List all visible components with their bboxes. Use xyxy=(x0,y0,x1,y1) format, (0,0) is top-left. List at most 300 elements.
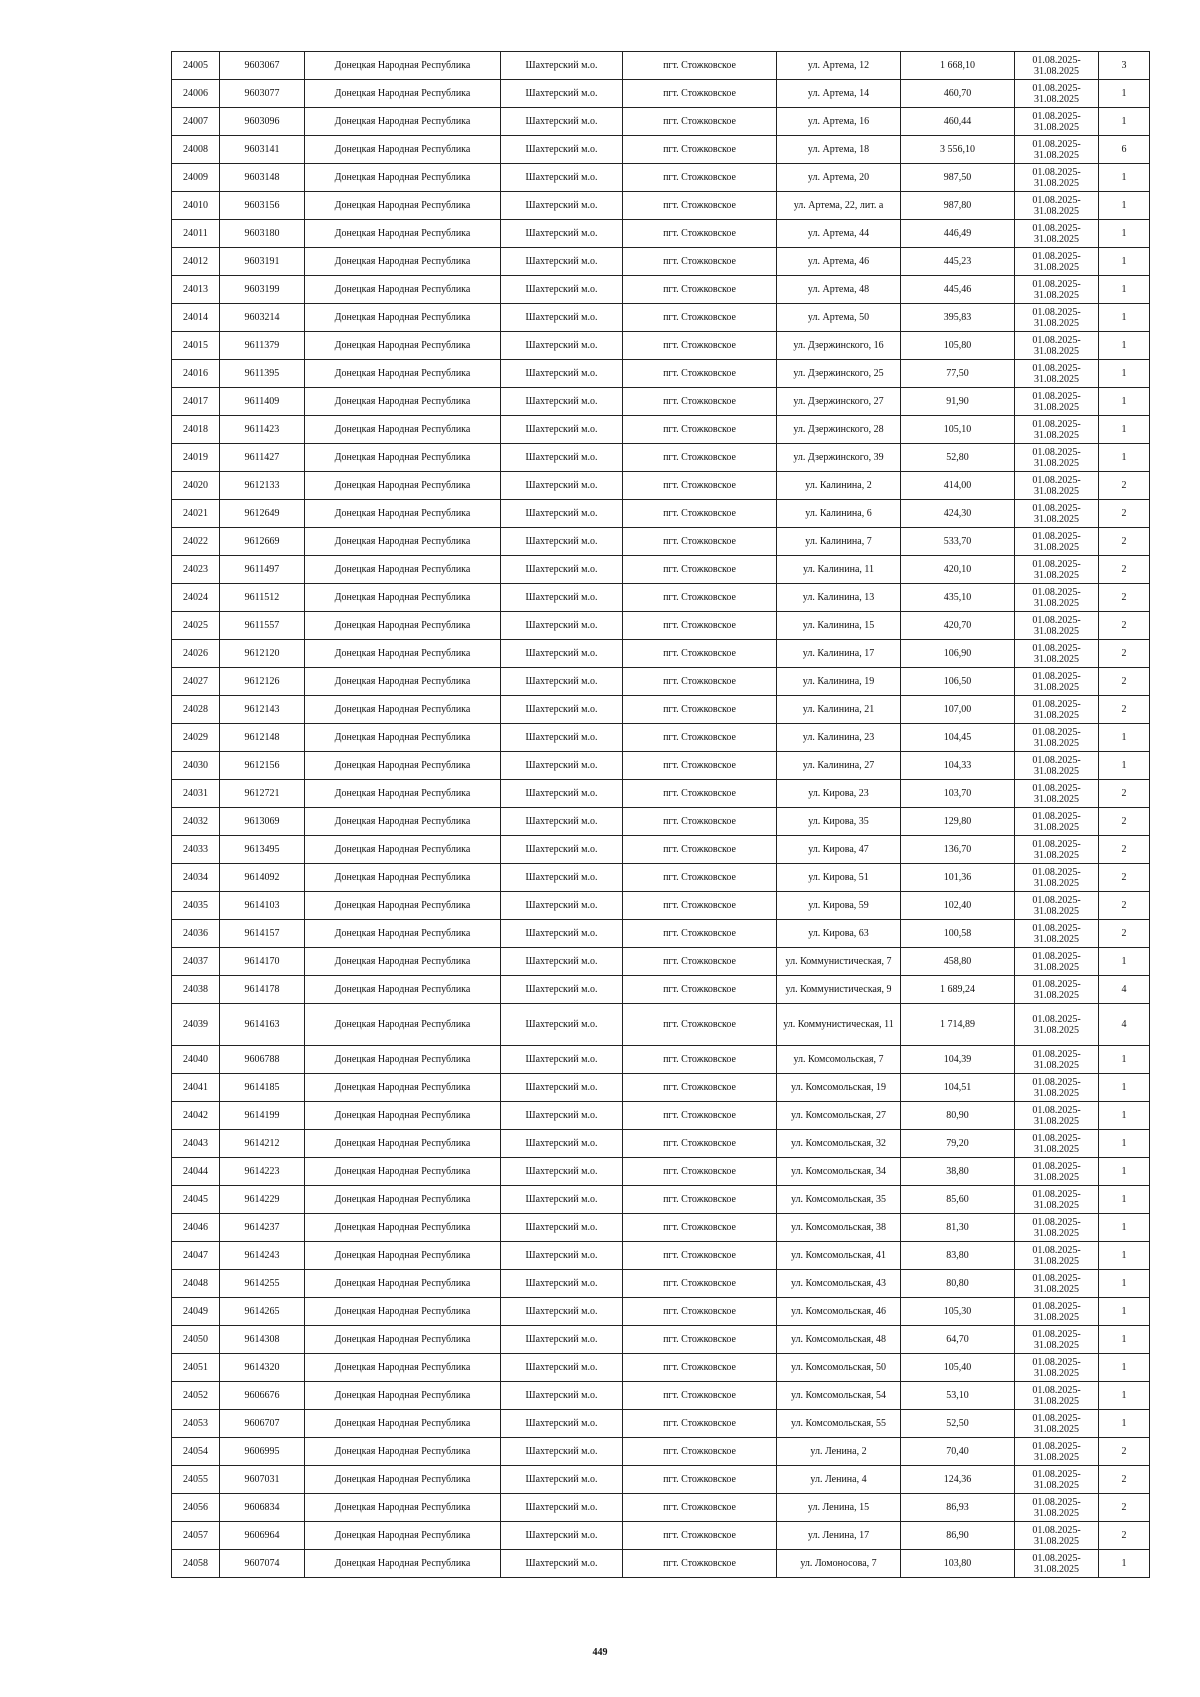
period-cell: 01.08.2025-31.08.2025 xyxy=(1015,1354,1099,1382)
area-cell: 420,70 xyxy=(901,612,1015,640)
quantity-cell: 2 xyxy=(1099,696,1150,724)
settlement-cell: пгт. Стожковское xyxy=(623,892,777,920)
quantity-cell: 1 xyxy=(1099,1298,1150,1326)
period-cell: 01.08.2025-31.08.2025 xyxy=(1015,164,1099,192)
area-cell: 1 668,10 xyxy=(901,52,1015,80)
settlement-cell: пгт. Стожковское xyxy=(623,52,777,80)
district-cell: Шахтерский м.о. xyxy=(501,304,623,332)
period-cell: 01.08.2025-31.08.2025 xyxy=(1015,1130,1099,1158)
region-cell: Донецкая Народная Республика xyxy=(305,360,501,388)
district-cell: Шахтерский м.о. xyxy=(501,864,623,892)
object-code-cell: 9614320 xyxy=(220,1354,305,1382)
settlement-cell: пгт. Стожковское xyxy=(623,1466,777,1494)
address-cell: ул. Дзержинского, 27 xyxy=(777,388,901,416)
row-number-cell: 24033 xyxy=(172,836,220,864)
object-code-cell: 9611512 xyxy=(220,584,305,612)
table-row xyxy=(172,892,1150,920)
district-cell: Шахтерский м.о. xyxy=(501,52,623,80)
address-cell: ул. Комсомольская, 46 xyxy=(777,1298,901,1326)
object-code-cell: 9614212 xyxy=(220,1130,305,1158)
quantity-cell: 1 xyxy=(1099,948,1150,976)
table-row xyxy=(172,1158,1150,1186)
quantity-cell: 2 xyxy=(1099,612,1150,640)
quantity-cell: 6 xyxy=(1099,136,1150,164)
district-cell: Шахтерский м.о. xyxy=(501,1382,623,1410)
settlement-cell: пгт. Стожковское xyxy=(623,1270,777,1298)
row-number-cell: 24032 xyxy=(172,808,220,836)
period-cell: 01.08.2025-31.08.2025 xyxy=(1015,556,1099,584)
region-cell: Донецкая Народная Республика xyxy=(305,248,501,276)
row-number-cell: 24055 xyxy=(172,1466,220,1494)
district-cell: Шахтерский м.о. xyxy=(501,1298,623,1326)
settlement-cell: пгт. Стожковское xyxy=(623,1158,777,1186)
row-number-cell: 24051 xyxy=(172,1354,220,1382)
settlement-cell: пгт. Стожковское xyxy=(623,1522,777,1550)
period-cell: 01.08.2025-31.08.2025 xyxy=(1015,1382,1099,1410)
settlement-cell: пгт. Стожковское xyxy=(623,1074,777,1102)
region-cell: Донецкая Народная Республика xyxy=(305,976,501,1004)
quantity-cell: 1 xyxy=(1099,332,1150,360)
settlement-cell: пгт. Стожковское xyxy=(623,1326,777,1354)
row-number-cell: 24054 xyxy=(172,1438,220,1466)
region-cell: Донецкая Народная Республика xyxy=(305,948,501,976)
quantity-cell: 1 xyxy=(1099,1354,1150,1382)
settlement-cell: пгт. Стожковское xyxy=(623,1046,777,1074)
region-cell: Донецкая Народная Республика xyxy=(305,192,501,220)
quantity-cell: 1 xyxy=(1099,192,1150,220)
settlement-cell: пгт. Стожковское xyxy=(623,360,777,388)
table-row xyxy=(172,444,1150,472)
period-cell: 01.08.2025-31.08.2025 xyxy=(1015,80,1099,108)
region-cell: Донецкая Народная Республика xyxy=(305,612,501,640)
object-code-cell: 9603180 xyxy=(220,220,305,248)
settlement-cell: пгт. Стожковское xyxy=(623,192,777,220)
settlement-cell: пгт. Стожковское xyxy=(623,444,777,472)
row-number-cell: 24013 xyxy=(172,276,220,304)
row-number-cell: 24010 xyxy=(172,192,220,220)
district-cell: Шахтерский м.о. xyxy=(501,248,623,276)
settlement-cell: пгт. Стожковское xyxy=(623,1130,777,1158)
row-number-cell: 24047 xyxy=(172,1242,220,1270)
quantity-cell: 2 xyxy=(1099,864,1150,892)
area-cell: 79,20 xyxy=(901,1130,1015,1158)
region-cell: Донецкая Народная Республика xyxy=(305,1326,501,1354)
district-cell: Шахтерский м.о. xyxy=(501,220,623,248)
address-cell: ул. Ленина, 2 xyxy=(777,1438,901,1466)
quantity-cell: 2 xyxy=(1099,528,1150,556)
object-code-cell: 9603156 xyxy=(220,192,305,220)
object-code-cell: 9612126 xyxy=(220,668,305,696)
object-code-cell: 9613069 xyxy=(220,808,305,836)
table-row xyxy=(172,1382,1150,1410)
settlement-cell: пгт. Стожковское xyxy=(623,920,777,948)
area-cell: 100,58 xyxy=(901,920,1015,948)
object-code-cell: 9611423 xyxy=(220,416,305,444)
row-number-cell: 24014 xyxy=(172,304,220,332)
address-cell: ул. Комсомольская, 54 xyxy=(777,1382,901,1410)
address-cell: ул. Дзержинского, 39 xyxy=(777,444,901,472)
quantity-cell: 1 xyxy=(1099,1046,1150,1074)
table-row xyxy=(172,164,1150,192)
area-cell: 52,50 xyxy=(901,1410,1015,1438)
quantity-cell: 1 xyxy=(1099,220,1150,248)
period-cell: 01.08.2025-31.08.2025 xyxy=(1015,668,1099,696)
quantity-cell: 1 xyxy=(1099,444,1150,472)
object-code-cell: 9614103 xyxy=(220,892,305,920)
region-cell: Донецкая Народная Республика xyxy=(305,752,501,780)
settlement-cell: пгт. Стожковское xyxy=(623,640,777,668)
row-number-cell: 24050 xyxy=(172,1326,220,1354)
period-cell: 01.08.2025-31.08.2025 xyxy=(1015,1550,1099,1578)
table-row xyxy=(172,528,1150,556)
row-number-cell: 24016 xyxy=(172,360,220,388)
area-cell: 104,39 xyxy=(901,1046,1015,1074)
settlement-cell: пгт. Стожковское xyxy=(623,528,777,556)
address-cell: ул. Калинина, 6 xyxy=(777,500,901,528)
region-cell: Донецкая Народная Республика xyxy=(305,1004,501,1046)
table-row xyxy=(172,584,1150,612)
row-number-cell: 24023 xyxy=(172,556,220,584)
area-cell: 91,90 xyxy=(901,388,1015,416)
quantity-cell: 2 xyxy=(1099,808,1150,836)
quantity-cell: 1 xyxy=(1099,1130,1150,1158)
object-code-cell: 9612133 xyxy=(220,472,305,500)
quantity-cell: 1 xyxy=(1099,1326,1150,1354)
table-row xyxy=(172,136,1150,164)
district-cell: Шахтерский м.о. xyxy=(501,1326,623,1354)
quantity-cell: 1 xyxy=(1099,1242,1150,1270)
address-cell: ул. Коммунистическая, 9 xyxy=(777,976,901,1004)
quantity-cell: 2 xyxy=(1099,1438,1150,1466)
table-row xyxy=(172,836,1150,864)
district-cell: Шахтерский м.о. xyxy=(501,108,623,136)
row-number-cell: 24026 xyxy=(172,640,220,668)
row-number-cell: 24040 xyxy=(172,1046,220,1074)
object-code-cell: 9614185 xyxy=(220,1074,305,1102)
area-cell: 395,83 xyxy=(901,304,1015,332)
region-cell: Донецкая Народная Республика xyxy=(305,332,501,360)
quantity-cell: 2 xyxy=(1099,1494,1150,1522)
object-code-cell: 9613495 xyxy=(220,836,305,864)
table-row xyxy=(172,1004,1150,1046)
row-number-cell: 24058 xyxy=(172,1550,220,1578)
row-number-cell: 24037 xyxy=(172,948,220,976)
address-cell: ул. Калинина, 23 xyxy=(777,724,901,752)
table-row xyxy=(172,948,1150,976)
table-row xyxy=(172,1466,1150,1494)
quantity-cell: 1 xyxy=(1099,1382,1150,1410)
row-number-cell: 24038 xyxy=(172,976,220,1004)
settlement-cell: пгт. Стожковское xyxy=(623,248,777,276)
row-number-cell: 24012 xyxy=(172,248,220,276)
object-code-cell: 9607031 xyxy=(220,1466,305,1494)
area-cell: 83,80 xyxy=(901,1242,1015,1270)
register-table xyxy=(171,51,1150,1578)
quantity-cell: 1 xyxy=(1099,108,1150,136)
address-cell: ул. Калинина, 19 xyxy=(777,668,901,696)
settlement-cell: пгт. Стожковское xyxy=(623,948,777,976)
settlement-cell: пгт. Стожковское xyxy=(623,724,777,752)
table-row xyxy=(172,696,1150,724)
period-cell: 01.08.2025-31.08.2025 xyxy=(1015,1298,1099,1326)
address-cell: ул. Комсомольская, 48 xyxy=(777,1326,901,1354)
quantity-cell: 1 xyxy=(1099,1270,1150,1298)
address-cell: ул. Калинина, 27 xyxy=(777,752,901,780)
region-cell: Донецкая Народная Республика xyxy=(305,1158,501,1186)
address-cell: ул. Калинина, 2 xyxy=(777,472,901,500)
row-number-cell: 24045 xyxy=(172,1186,220,1214)
region-cell: Донецкая Народная Республика xyxy=(305,1214,501,1242)
row-number-cell: 24039 xyxy=(172,1004,220,1046)
row-number-cell: 24041 xyxy=(172,1074,220,1102)
row-number-cell: 24005 xyxy=(172,52,220,80)
region-cell: Донецкая Народная Республика xyxy=(305,1046,501,1074)
address-cell: ул. Комсомольская, 41 xyxy=(777,1242,901,1270)
address-cell: ул. Ломоносова, 7 xyxy=(777,1550,901,1578)
period-cell: 01.08.2025-31.08.2025 xyxy=(1015,528,1099,556)
quantity-cell: 1 xyxy=(1099,1550,1150,1578)
table-row xyxy=(172,920,1150,948)
area-cell: 107,00 xyxy=(901,696,1015,724)
address-cell: ул. Ленина, 17 xyxy=(777,1522,901,1550)
object-code-cell: 9603148 xyxy=(220,164,305,192)
object-code-cell: 9614223 xyxy=(220,1158,305,1186)
district-cell: Шахтерский м.о. xyxy=(501,1494,623,1522)
period-cell: 01.08.2025-31.08.2025 xyxy=(1015,192,1099,220)
quantity-cell: 2 xyxy=(1099,1522,1150,1550)
row-number-cell: 24006 xyxy=(172,80,220,108)
area-cell: 101,36 xyxy=(901,864,1015,892)
address-cell: ул. Комсомольская, 43 xyxy=(777,1270,901,1298)
table-body xyxy=(172,52,1150,1578)
row-number-cell: 24042 xyxy=(172,1102,220,1130)
settlement-cell: пгт. Стожковское xyxy=(623,1102,777,1130)
period-cell: 01.08.2025-31.08.2025 xyxy=(1015,1522,1099,1550)
quantity-cell: 1 xyxy=(1099,360,1150,388)
region-cell: Донецкая Народная Республика xyxy=(305,1186,501,1214)
table-row xyxy=(172,304,1150,332)
period-cell: 01.08.2025-31.08.2025 xyxy=(1015,1074,1099,1102)
table-row xyxy=(172,640,1150,668)
district-cell: Шахтерский м.о. xyxy=(501,388,623,416)
region-cell: Донецкая Народная Республика xyxy=(305,500,501,528)
table-row xyxy=(172,612,1150,640)
row-number-cell: 24022 xyxy=(172,528,220,556)
district-cell: Шахтерский м.о. xyxy=(501,1186,623,1214)
region-cell: Донецкая Народная Республика xyxy=(305,164,501,192)
region-cell: Донецкая Народная Республика xyxy=(305,1438,501,1466)
table-row xyxy=(172,752,1150,780)
period-cell: 01.08.2025-31.08.2025 xyxy=(1015,1438,1099,1466)
object-code-cell: 9612143 xyxy=(220,696,305,724)
quantity-cell: 4 xyxy=(1099,1004,1150,1046)
district-cell: Шахтерский м.о. xyxy=(501,1046,623,1074)
table-row xyxy=(172,1102,1150,1130)
table-row xyxy=(172,108,1150,136)
settlement-cell: пгт. Стожковское xyxy=(623,584,777,612)
row-number-cell: 24031 xyxy=(172,780,220,808)
quantity-cell: 2 xyxy=(1099,836,1150,864)
object-code-cell: 9606788 xyxy=(220,1046,305,1074)
table-row xyxy=(172,52,1150,80)
address-cell: ул. Артема, 48 xyxy=(777,276,901,304)
area-cell: 52,80 xyxy=(901,444,1015,472)
quantity-cell: 4 xyxy=(1099,976,1150,1004)
row-number-cell: 24011 xyxy=(172,220,220,248)
object-code-cell: 9614243 xyxy=(220,1242,305,1270)
table-row xyxy=(172,248,1150,276)
area-cell: 38,80 xyxy=(901,1158,1015,1186)
district-cell: Шахтерский м.о. xyxy=(501,276,623,304)
district-cell: Шахтерский м.о. xyxy=(501,668,623,696)
settlement-cell: пгт. Стожковское xyxy=(623,136,777,164)
settlement-cell: пгт. Стожковское xyxy=(623,1186,777,1214)
table-row xyxy=(172,80,1150,108)
address-cell: ул. Комсомольская, 35 xyxy=(777,1186,901,1214)
period-cell: 01.08.2025-31.08.2025 xyxy=(1015,1186,1099,1214)
object-code-cell: 9614170 xyxy=(220,948,305,976)
settlement-cell: пгт. Стожковское xyxy=(623,1550,777,1578)
region-cell: Донецкая Народная Республика xyxy=(305,388,501,416)
district-cell: Шахтерский м.о. xyxy=(501,1158,623,1186)
period-cell: 01.08.2025-31.08.2025 xyxy=(1015,920,1099,948)
quantity-cell: 1 xyxy=(1099,304,1150,332)
district-cell: Шахтерский м.о. xyxy=(501,1354,623,1382)
settlement-cell: пгт. Стожковское xyxy=(623,332,777,360)
region-cell: Донецкая Народная Республика xyxy=(305,1410,501,1438)
table-row xyxy=(172,1522,1150,1550)
region-cell: Донецкая Народная Республика xyxy=(305,1522,501,1550)
settlement-cell: пгт. Стожковское xyxy=(623,416,777,444)
settlement-cell: пгт. Стожковское xyxy=(623,164,777,192)
region-cell: Донецкая Народная Республика xyxy=(305,1130,501,1158)
settlement-cell: пгт. Стожковское xyxy=(623,472,777,500)
object-code-cell: 9614163 xyxy=(220,1004,305,1046)
settlement-cell: пгт. Стожковское xyxy=(623,864,777,892)
district-cell: Шахтерский м.о. xyxy=(501,80,623,108)
settlement-cell: пгт. Стожковское xyxy=(623,1494,777,1522)
region-cell: Донецкая Народная Республика xyxy=(305,304,501,332)
district-cell: Шахтерский м.о. xyxy=(501,416,623,444)
object-code-cell: 9614157 xyxy=(220,920,305,948)
object-code-cell: 9614092 xyxy=(220,864,305,892)
period-cell: 01.08.2025-31.08.2025 xyxy=(1015,444,1099,472)
table-row xyxy=(172,864,1150,892)
object-code-cell: 9612148 xyxy=(220,724,305,752)
object-code-cell: 9603096 xyxy=(220,108,305,136)
address-cell: ул. Комсомольская, 50 xyxy=(777,1354,901,1382)
table-row xyxy=(172,668,1150,696)
table-row xyxy=(172,1438,1150,1466)
area-cell: 424,30 xyxy=(901,500,1015,528)
district-cell: Шахтерский м.о. xyxy=(501,584,623,612)
period-cell: 01.08.2025-31.08.2025 xyxy=(1015,52,1099,80)
district-cell: Шахтерский м.о. xyxy=(501,1242,623,1270)
row-number-cell: 24052 xyxy=(172,1382,220,1410)
region-cell: Донецкая Народная Республика xyxy=(305,276,501,304)
area-cell: 445,46 xyxy=(901,276,1015,304)
district-cell: Шахтерский м.о. xyxy=(501,1522,623,1550)
quantity-cell: 1 xyxy=(1099,1158,1150,1186)
settlement-cell: пгт. Стожковское xyxy=(623,1410,777,1438)
address-cell: ул. Артема, 46 xyxy=(777,248,901,276)
region-cell: Донецкая Народная Республика xyxy=(305,1550,501,1578)
row-number-cell: 24019 xyxy=(172,444,220,472)
quantity-cell: 1 xyxy=(1099,1074,1150,1102)
district-cell: Шахтерский м.о. xyxy=(501,1004,623,1046)
table-row xyxy=(172,416,1150,444)
region-cell: Донецкая Народная Республика xyxy=(305,472,501,500)
area-cell: 105,30 xyxy=(901,1298,1015,1326)
table-row xyxy=(172,1326,1150,1354)
row-number-cell: 24029 xyxy=(172,724,220,752)
period-cell: 01.08.2025-31.08.2025 xyxy=(1015,248,1099,276)
row-number-cell: 24025 xyxy=(172,612,220,640)
quantity-cell: 1 xyxy=(1099,752,1150,780)
object-code-cell: 9603077 xyxy=(220,80,305,108)
object-code-cell: 9603199 xyxy=(220,276,305,304)
settlement-cell: пгт. Стожковское xyxy=(623,304,777,332)
region-cell: Донецкая Народная Республика xyxy=(305,1242,501,1270)
region-cell: Донецкая Народная Республика xyxy=(305,724,501,752)
period-cell: 01.08.2025-31.08.2025 xyxy=(1015,640,1099,668)
address-cell: ул. Комсомольская, 32 xyxy=(777,1130,901,1158)
settlement-cell: пгт. Стожковское xyxy=(623,80,777,108)
area-cell: 103,80 xyxy=(901,1550,1015,1578)
district-cell: Шахтерский м.о. xyxy=(501,164,623,192)
settlement-cell: пгт. Стожковское xyxy=(623,556,777,584)
district-cell: Шахтерский м.о. xyxy=(501,1270,623,1298)
table-row xyxy=(172,1410,1150,1438)
area-cell: 104,51 xyxy=(901,1074,1015,1102)
area-cell: 460,70 xyxy=(901,80,1015,108)
address-cell: ул. Дзержинского, 16 xyxy=(777,332,901,360)
object-code-cell: 9614265 xyxy=(220,1298,305,1326)
object-code-cell: 9614308 xyxy=(220,1326,305,1354)
area-cell: 105,80 xyxy=(901,332,1015,360)
table-row xyxy=(172,1242,1150,1270)
region-cell: Донецкая Народная Республика xyxy=(305,52,501,80)
area-cell: 460,44 xyxy=(901,108,1015,136)
quantity-cell: 2 xyxy=(1099,668,1150,696)
region-cell: Донецкая Народная Республика xyxy=(305,892,501,920)
table-row xyxy=(172,1298,1150,1326)
address-cell: ул. Дзержинского, 25 xyxy=(777,360,901,388)
area-cell: 124,36 xyxy=(901,1466,1015,1494)
district-cell: Шахтерский м.о. xyxy=(501,360,623,388)
district-cell: Шахтерский м.о. xyxy=(501,948,623,976)
quantity-cell: 2 xyxy=(1099,1466,1150,1494)
region-cell: Донецкая Народная Республика xyxy=(305,528,501,556)
area-cell: 86,93 xyxy=(901,1494,1015,1522)
address-cell: ул. Комсомольская, 34 xyxy=(777,1158,901,1186)
page-number: 449 xyxy=(592,1647,608,1658)
address-cell: ул. Комсомольская, 19 xyxy=(777,1074,901,1102)
object-code-cell: 9606834 xyxy=(220,1494,305,1522)
object-code-cell: 9603191 xyxy=(220,248,305,276)
object-code-cell: 9614199 xyxy=(220,1102,305,1130)
period-cell: 01.08.2025-31.08.2025 xyxy=(1015,1270,1099,1298)
period-cell: 01.08.2025-31.08.2025 xyxy=(1015,472,1099,500)
address-cell: ул. Кирова, 51 xyxy=(777,864,901,892)
table-row xyxy=(172,780,1150,808)
district-cell: Шахтерский м.о. xyxy=(501,808,623,836)
period-cell: 01.08.2025-31.08.2025 xyxy=(1015,416,1099,444)
quantity-cell: 2 xyxy=(1099,780,1150,808)
quantity-cell: 3 xyxy=(1099,52,1150,80)
table-row xyxy=(172,500,1150,528)
district-cell: Шахтерский м.о. xyxy=(501,640,623,668)
